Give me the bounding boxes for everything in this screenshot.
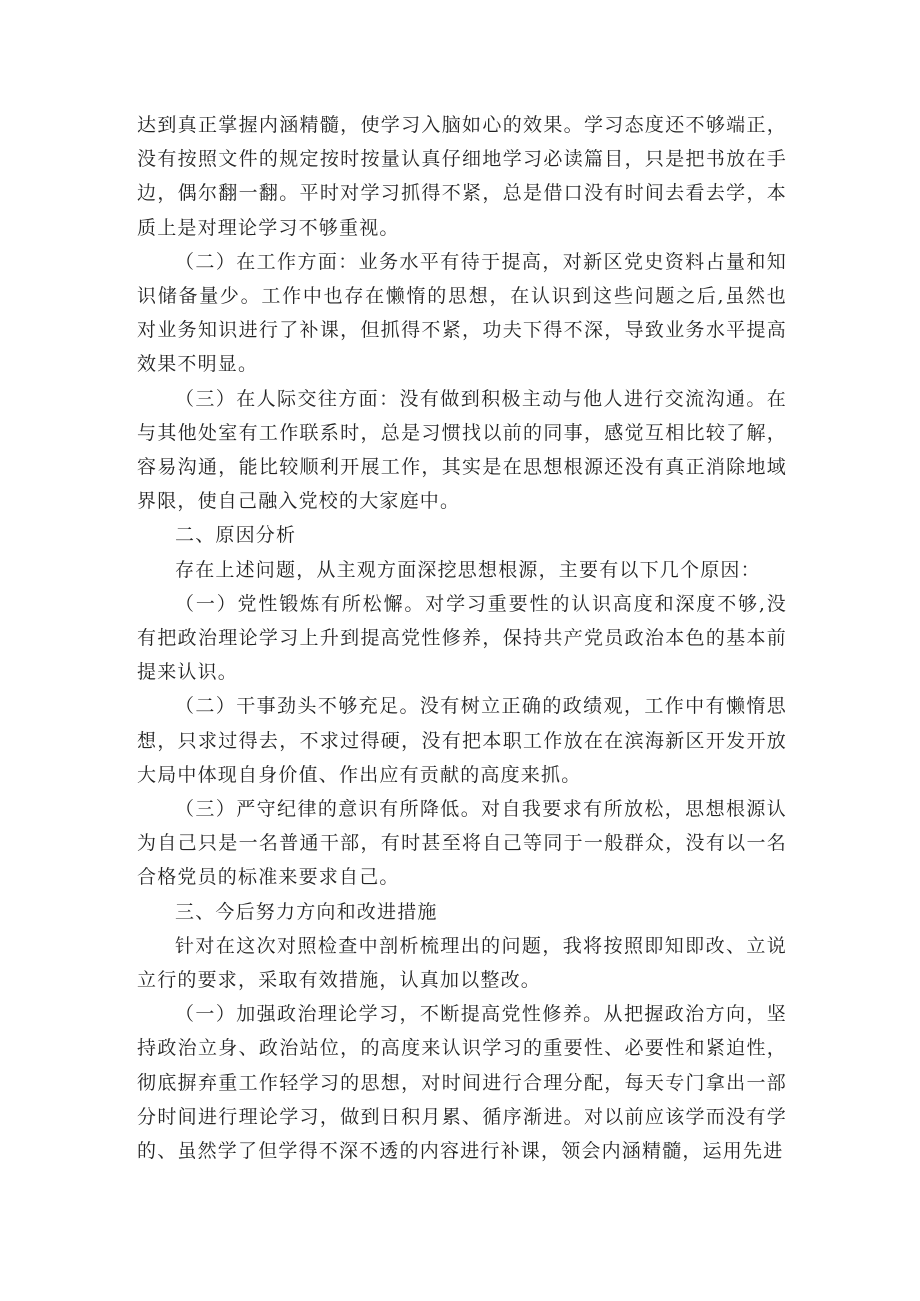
section-heading: 二、原因分析 xyxy=(175,524,297,547)
paragraph: 达到真正掌握内涵精髓，使学习入脑如心的效果。学习态度还不够端正，没有按照文件的规定按时按量认真仔细地学习必读篇目，只是把书放在手边，偶尔翻一翻。平时对学习抓得不紧，总是借口没有时间去看去学，本质上是对理论学习不够重视。 xyxy=(137,114,787,239)
section-heading: 三、今后努力方向和改进措施 xyxy=(175,900,438,923)
paragraph: （三）严守纪律的意识有所降低。对自我要求有所放松，思想根源认为自己只是一名普通干部，有时甚至将自己等同于一般群众，没有以一名合格党员的标准来要求自己。 xyxy=(137,798,787,889)
paragraph: （二）干事劲头不够充足。没有树立正确的政绩观，工作中有懒惰思想，只求过得去，不求过得硬，没有把本职工作放在在滨海新区开发开放大局中体现自身价值、作出应有贡献的高度来抓。 xyxy=(137,695,787,786)
paragraph: （二）在工作方面：业务水平有待于提高，对新区党史资料占量和知识储备量少。工作中也存在懒惰的思想，在认识到这些问题之后,虽然也对业务知识进行了补课，但抓得不紧，功夫下得不深，导致业务水平提高效果不明显。 xyxy=(137,250,787,376)
paragraph: （一）党性锻炼有所松懈。对学习重要性的认识高度和深度不够,没有把政治理论学习上升到提高党性修养，保持共产党员政治本色的基本前提来认识。 xyxy=(137,592,787,684)
document-body xyxy=(137,108,787,1168)
paragraph: 针对在这次对照检查中剖析梳理出的问题，我将按照即知即改、立说立行的要求，采取有效措施，认真加以整改。 xyxy=(137,934,787,992)
paragraph: （一）加强政治理论学习，不断提高党性修养。从把握政治方向，坚持政治立身、政治站位，的高度来认识学习的重要性、必要性和紧迫性，彻底摒弃重工作轻学习的思想，对时间进行合理分配，每天专门拿出一部分时间进行理论学习，做到日积月累、循序渐进。对以前应该学而没有学的、虽然学了但学得不深不透的内容进行补课，领会内涵精髓，运用先进 xyxy=(137,1003,787,1163)
paragraph: 存在上述问题，从主观方面深挖思想根源，主要有以下几个原因： xyxy=(175,558,761,581)
paragraph: （三）在人际交往方面：没有做到积极主动与他人进行交流沟通。在与其他处室有工作联系时，总是习惯找以前的同事，感觉互相比较了解，容易沟通，能比较顺利开展工作，其实是在思想根源还没有真正消除地域界限，使自己融入党校的大家庭中。 xyxy=(137,387,787,513)
